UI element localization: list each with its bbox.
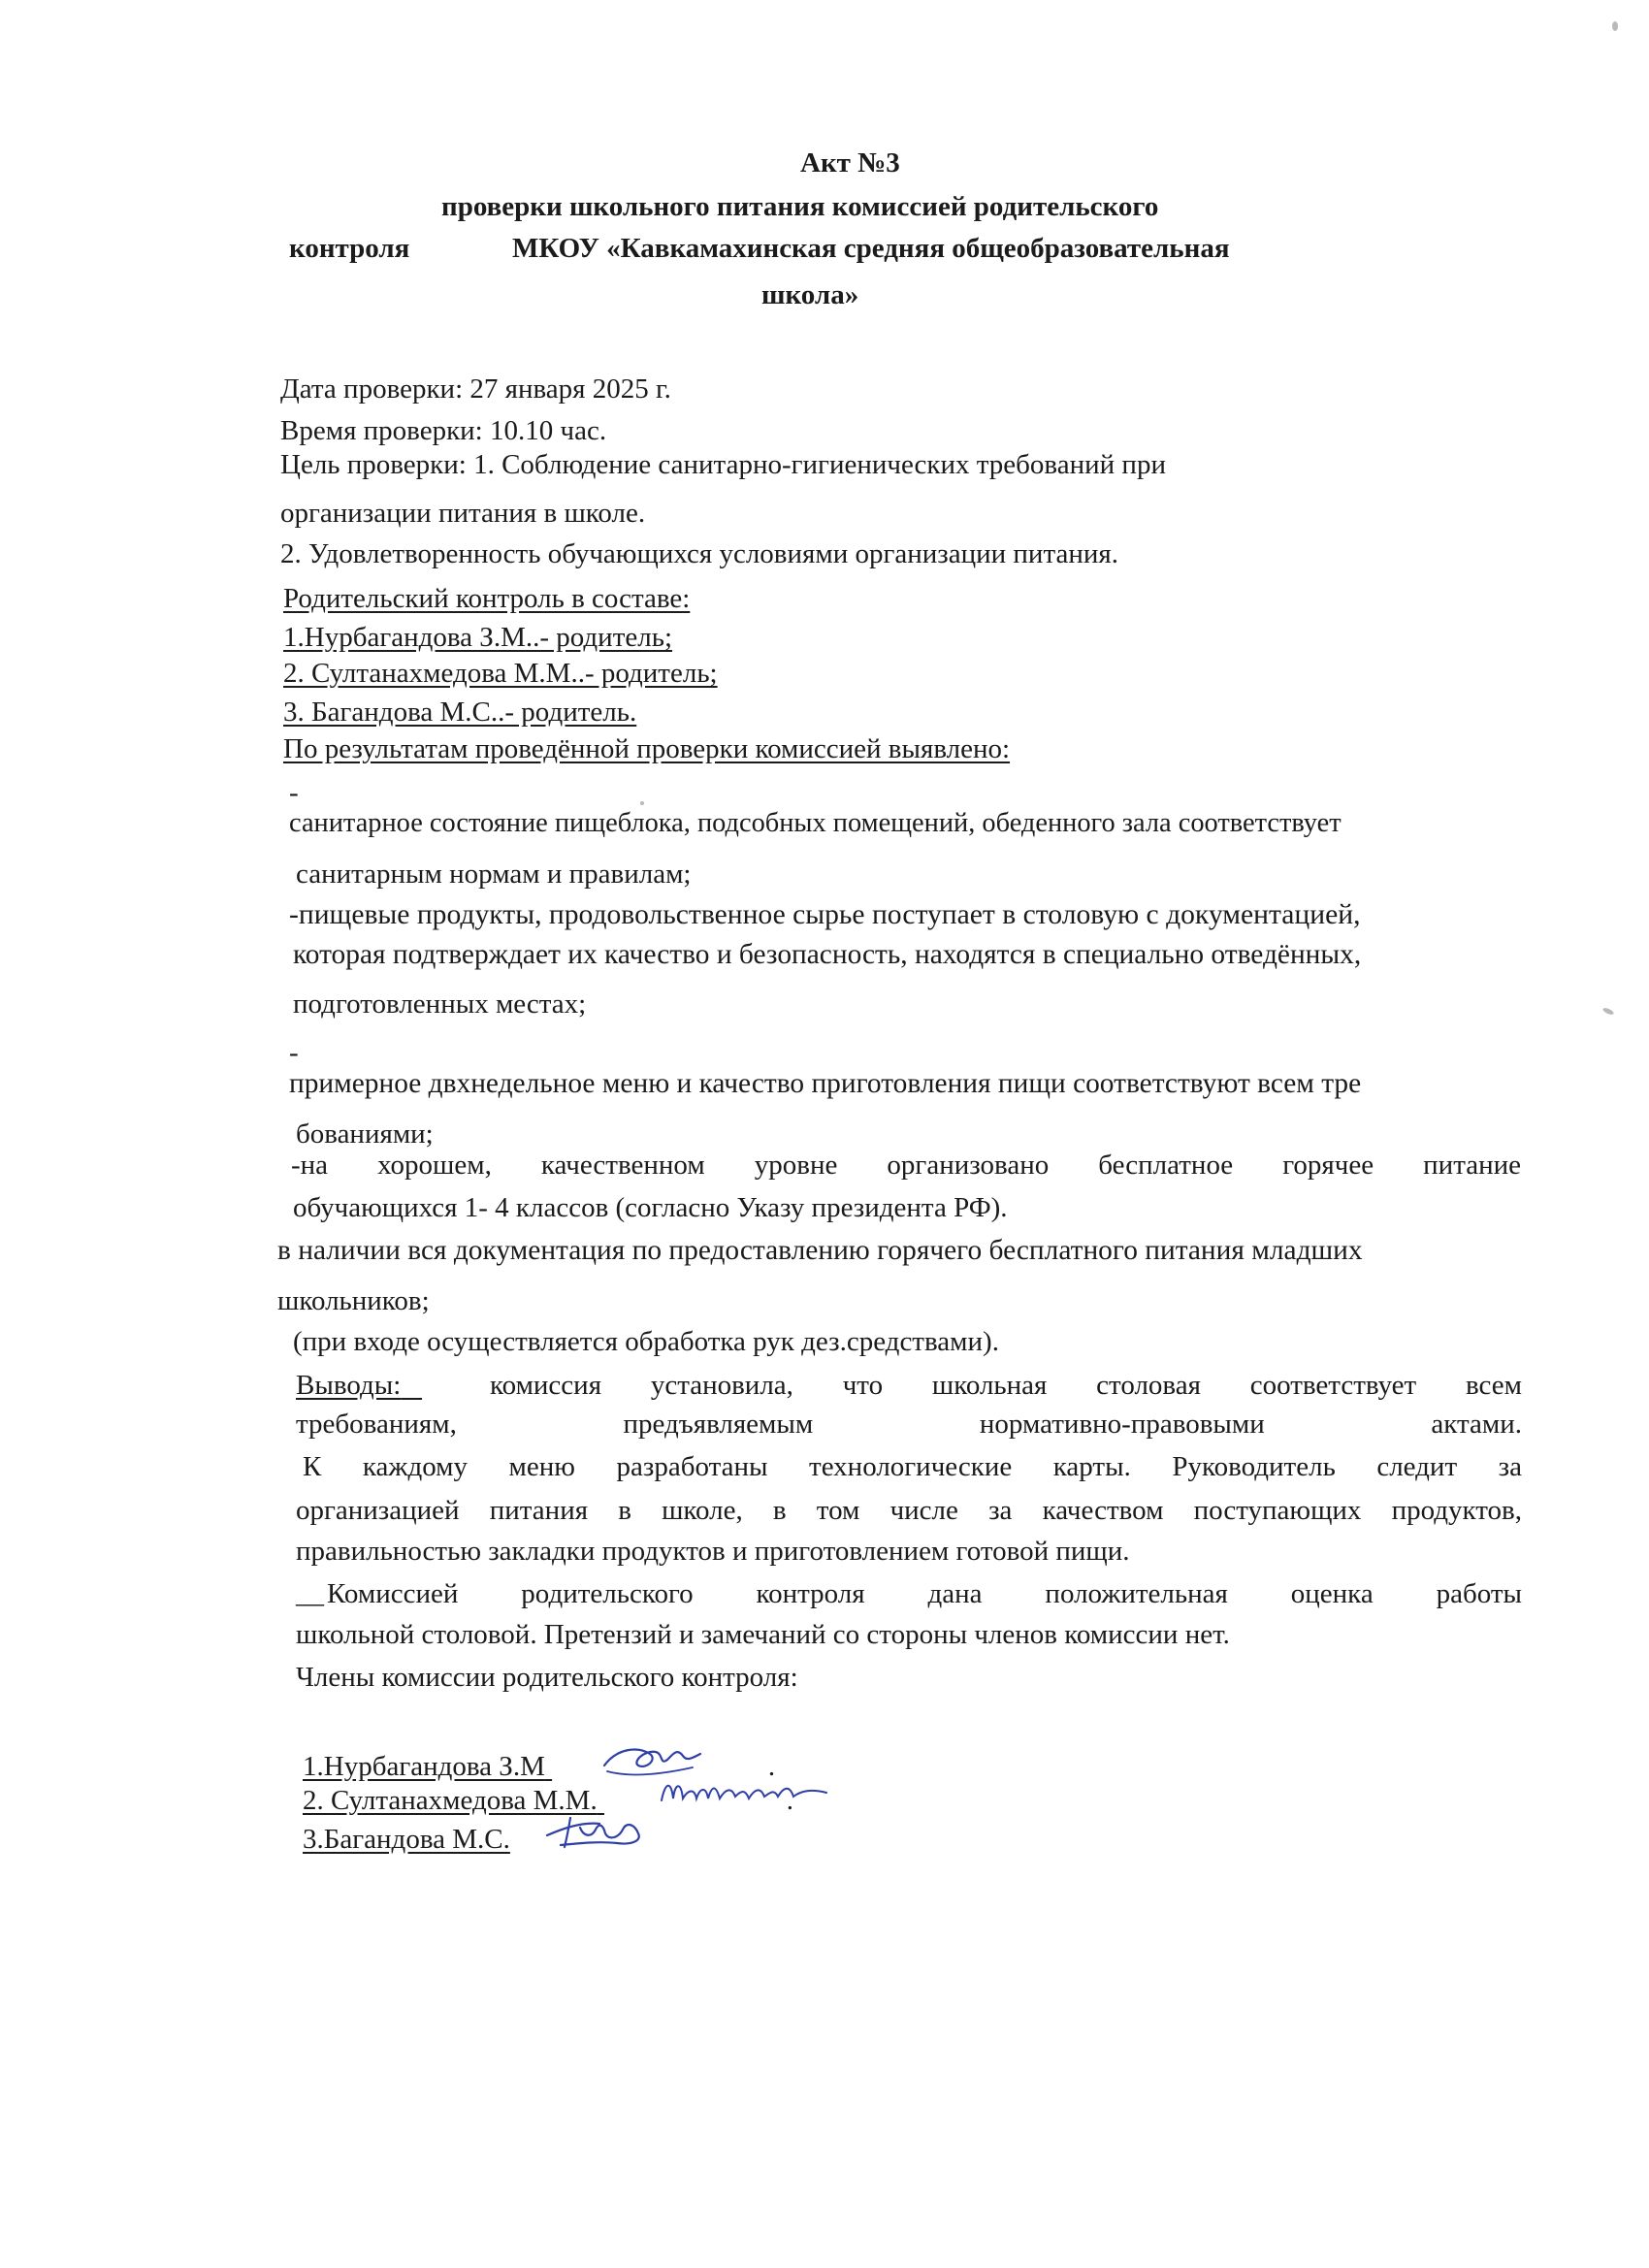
signature-end-1: .	[767, 1751, 776, 1782]
inspection-date: Дата проверки: 27 января 2025 г.	[280, 373, 671, 405]
conclusions-line7: школьной столовой. Претензий и замечаний со стороны членов комиссии нет.	[296, 1619, 1230, 1650]
signature-name-1: 1.Нурбагандова З.М	[303, 1751, 545, 1782]
conclusions-line3: К каждому меню разработаны технологические карты. Руководитель следит за	[303, 1451, 1522, 1482]
results-item5-line1: в наличии вся документация по предоставлению горячего бесплатного питания младших	[277, 1235, 1363, 1266]
signature-row-3	[303, 1823, 510, 1856]
results-heading: По результатам проведённой проверки комиссией выявлено:	[283, 733, 1011, 764]
scan-speck	[1612, 21, 1618, 31]
scan-speck	[640, 801, 644, 805]
act-control-word: контроля	[289, 233, 410, 264]
conclusions-line4: организацией питания в школе, в том числе за качеством поступающих продуктов,	[296, 1495, 1522, 1526]
signature-end-2: .	[786, 1785, 793, 1816]
signature-name-3: 3.Багандова М.С.	[303, 1824, 510, 1855]
results-item5-line2: школьников;	[277, 1285, 430, 1316]
signature-name-2: 2. Султанахмедова М.М.	[303, 1785, 598, 1816]
act-school-name: МКОУ «Кавкамахинская средняя общеобразовательная	[512, 233, 1230, 264]
results-item2-line3: подготовленных местах;	[293, 988, 587, 1020]
signature-scribble-3	[541, 1808, 658, 1857]
results-item1-line1: санитарное состояние пищеблока, подсобных помещений, обеденного зала соответствует	[289, 808, 1342, 838]
signature-scribble-2	[656, 1771, 840, 1814]
act-title: Акт №3	[800, 147, 900, 178]
conclusions-line6-prefix: __	[296, 1578, 324, 1609]
conclusions-label	[296, 1369, 422, 1402]
act-school-name-end: школа»	[761, 279, 859, 310]
conclusions-line1: комиссия установила, что школьная столовая соответствует всем	[490, 1370, 1522, 1401]
inspection-goal-line1: Цель проверки: 1. Соблюдение санитарно-гигиенических требований при	[280, 449, 1166, 480]
results-item3-line2: бованиями;	[296, 1118, 434, 1150]
inspection-time: Время проверки: 10.10 час.	[280, 415, 607, 446]
signatures-heading: Члены комиссии родительского контроля:	[296, 1662, 798, 1693]
conclusions-line6: Комиссией родительского контроля дана положительная оценка работы	[327, 1578, 1522, 1609]
results-item3-line1: примерное двхнедельное меню и качество приготовления пищи соответствуют всем тре	[289, 1068, 1362, 1099]
commission-member-1: 1.Нурбагандова З.М..- родитель;	[283, 622, 673, 653]
results-item4-line1: -на хорошем, качественном уровне организовано бесплатное горячее питание	[291, 1150, 1521, 1181]
conclusions-line2: требованиям, предъявляемым нормативно-правовыми актами.	[296, 1409, 1522, 1440]
results-item6: (при входе осуществляется обработка рук дез.средствами).	[293, 1326, 999, 1357]
conclusions-line5: правильностью закладки продуктов и приготовлением готовой пищи.	[296, 1536, 1130, 1567]
commission-member-2: 2. Султанахмедова М.М..- родитель;	[283, 658, 718, 689]
commission-heading: Родительский контроль в составе:	[283, 583, 691, 614]
results-item2-line2: которая подтверждает их качество и безопасность, находятся в специально отведённых,	[293, 939, 1362, 970]
results-item2-line1: -пищевые продукты, продовольственное сырье поступает в столовую с документацией,	[289, 899, 1361, 930]
inspection-goal-line2: организации питания в школе.	[280, 498, 646, 529]
results-dash-1: -	[289, 777, 299, 808]
inspection-goal-item2: 2. Удовлетворенность обучающихся условиями организации питания.	[280, 538, 1118, 569]
commission-member-3: 3. Багандова М.С..- родитель.	[283, 697, 637, 728]
act-subtitle: проверки школьного питания комиссией родительского	[441, 191, 1159, 222]
results-dash-2: -	[289, 1037, 299, 1068]
results-item1-line2: санитарным нормам и правилам;	[296, 859, 692, 890]
scan-speck	[1602, 1007, 1615, 1017]
results-item4-line2: обучающихся 1- 4 классов (согласно Указу президента РФ).	[293, 1192, 1008, 1223]
conclusions-label-text: Выводы:	[296, 1370, 402, 1401]
